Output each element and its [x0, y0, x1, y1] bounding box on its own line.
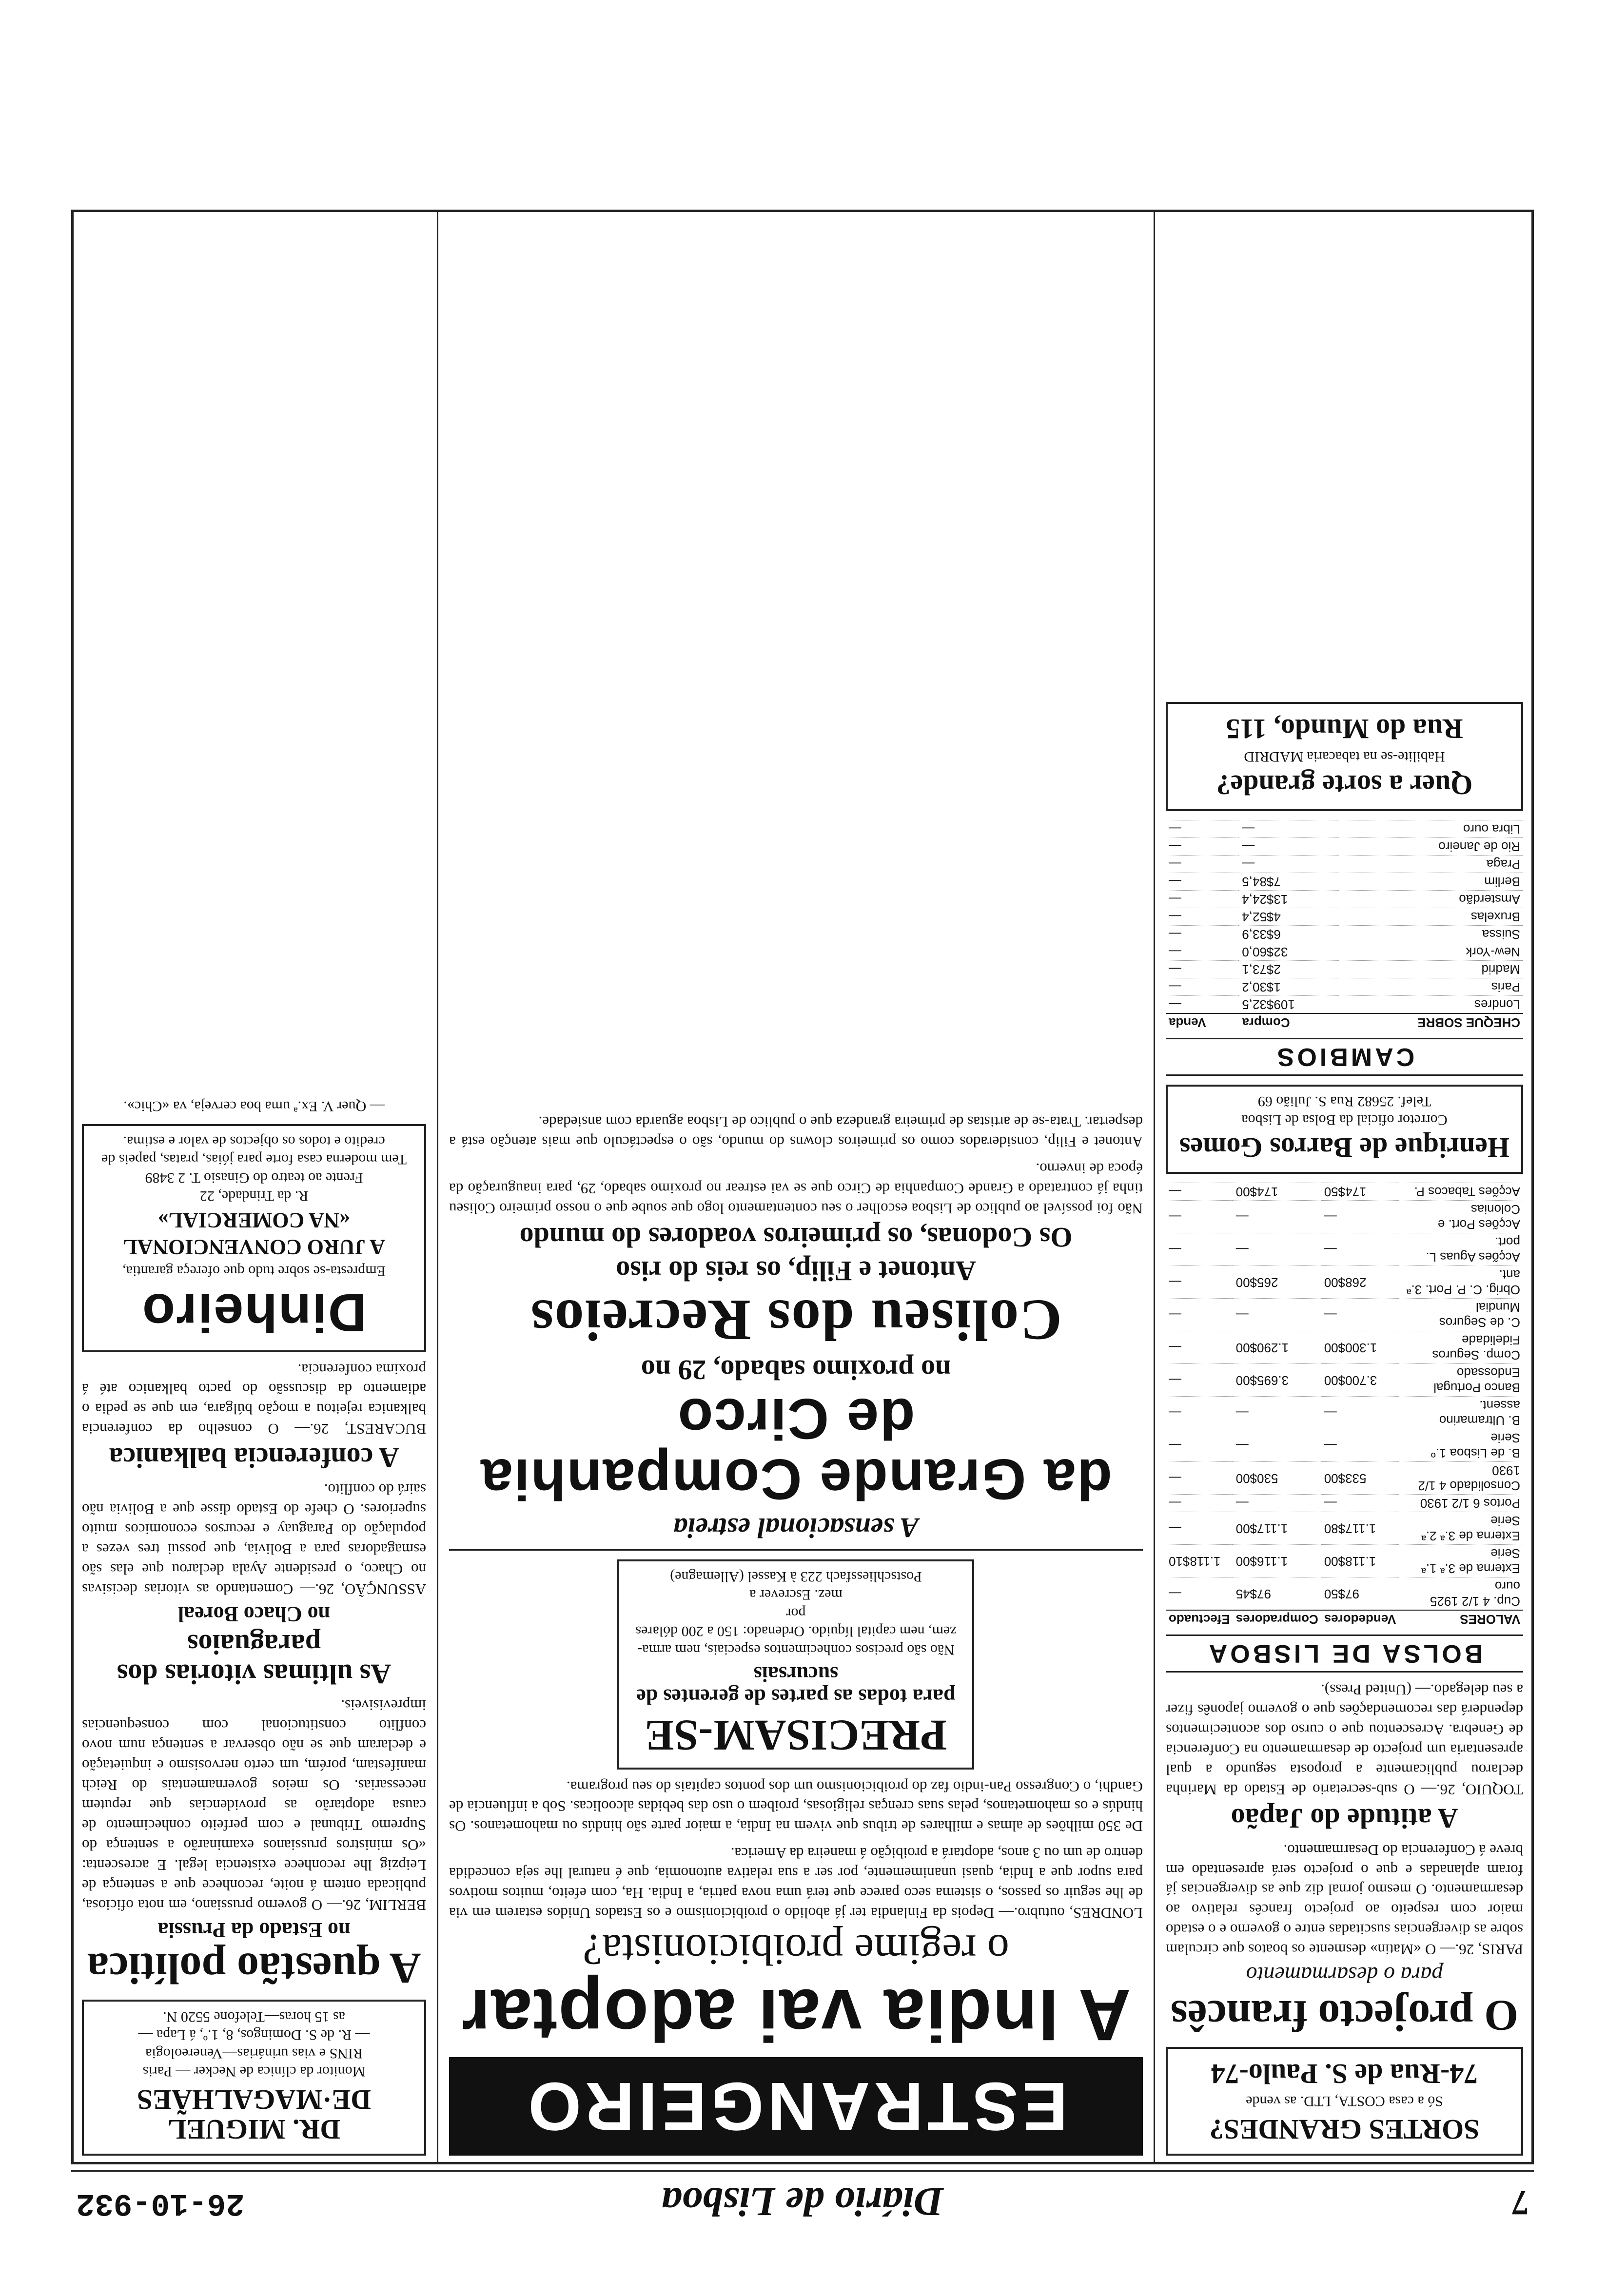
cambios-row — [1166, 873, 1523, 890]
bolsa-cell: 265$00 — [1233, 1266, 1321, 1299]
prussia-text: BERLIM, 26.— O governo prussiano, em nota oficiosa, publicada ontem á noite, reconhece que a sentença de Leipzig lhe reconhece existencia legal. E acrescenta: «Os ministros prussianos examinarão a sentença do Supremo Tribunal e com perfeito conhecimento de causa adoptarão as providencias que reputem necessarias. Os meios governamentais do Reich manifestam, porém, um certo nervosismo e inquietação e declaram que se não observar a sentença num novo conflito constitucional com consequencias imprevisiveis. — [82, 1697, 426, 1914]
bolsa-cell: — — [1321, 1299, 1399, 1331]
bolsa-cell: Acções Port. e Colonias — [1399, 1201, 1523, 1233]
cambios-table — [1166, 820, 1523, 1031]
paraguaios-text: ASSUNÇÃO, 26.— Comentando as vitorias decisivas no Chaco, o presidente Ayala declarou que elas são esmagadoras para a Bolivia, que possui tres vezes a população do Paraguay e recursos economicos muito superiores. O chefe do Estado disse que a Bolivia não sairá do conflito. — [82, 1481, 426, 1598]
cambios-row — [1166, 960, 1523, 978]
precisam-text3: mez. Escrever a — [749, 1587, 843, 1603]
bolsa-cell: 530$00 — [1233, 1462, 1321, 1495]
medico-line3: — R. de S. Domingos, 8, 1.º, á Lapa — — [138, 2027, 370, 2043]
bolsa-cell: — — [1166, 1266, 1233, 1299]
cambios-row — [1166, 890, 1523, 908]
bolsa-row — [1166, 1397, 1523, 1429]
dinheiro-text6: Tem moderna casa forte para jóias, pratas, papeis de credito e todos os objectos de valor e estima. — [101, 1133, 407, 1168]
bolsa-cell: 1.116$00 — [1233, 1545, 1321, 1577]
cambios-col-header: CHEQUE SOBRE — [1339, 1013, 1523, 1031]
coliseu-kicker: A sensacional estreia — [673, 1512, 919, 1544]
cambios-cell: Praga — [1339, 855, 1523, 873]
bolsa-cell: 1.118$00 — [1321, 1545, 1399, 1577]
desarmamento-subtitle: para o desarmamento — [1246, 1963, 1443, 1988]
bolsa-col-header: Compradores — [1233, 1610, 1321, 1628]
barros-gomes-line2: Telef. 25682 Rua S. Julião 69 — [1257, 1093, 1431, 1110]
medico-name: DR. MIGUEL DE·MAGALHÃES — [137, 2084, 372, 2145]
cambios-cell: 13$24,4 — [1239, 890, 1338, 908]
bolsa-cell: — — [1166, 1577, 1233, 1611]
bolsa-cell: Acções Tabacos P. — [1399, 1183, 1523, 1201]
coliseu-date: no proximo sabado, 29 no — [641, 1354, 951, 1386]
bolsa-cell: — — [1321, 1233, 1399, 1266]
cambios-cell: Berlim — [1339, 873, 1523, 890]
cambios-cell: — — [1166, 820, 1239, 837]
bolsa-cell: C. de Seguros Mundial — [1399, 1299, 1523, 1331]
bolsa-row — [1166, 1364, 1523, 1397]
cambios-cell: Libra ouro — [1339, 820, 1523, 837]
bolsa-cell: Externa de 3.ª 1.ª Serie — [1399, 1545, 1523, 1577]
bolsa-cell: — — [1166, 1495, 1233, 1512]
bolsa-cell: 1.117$80 — [1321, 1512, 1399, 1545]
india-title: A India vai adoptar — [461, 1974, 1131, 2056]
bolsa-cell: Acções Aguas L. port. — [1399, 1233, 1523, 1266]
cambios-cell: 32$60,0 — [1239, 943, 1338, 960]
coliseu-stars-2: Os Codonas, os primeiros voadores do mundo — [519, 1221, 1073, 1253]
cambios-row — [1166, 978, 1523, 995]
bolsa-cell: — — [1233, 1233, 1321, 1266]
bolsa-cell: Externa de 3.ª 2.ª Serie — [1399, 1512, 1523, 1545]
bolsa-row — [1166, 1429, 1523, 1462]
bolsa-row — [1166, 1233, 1523, 1266]
cambios-col-header: Compra — [1239, 1013, 1338, 1031]
madrid-ad — [1166, 702, 1523, 811]
cambios-col-header: Venda — [1166, 1013, 1239, 1031]
barros-gomes-line1: Corretor oficial da Bolsa de Lisboa — [1241, 1111, 1448, 1128]
cambios-row — [1166, 943, 1523, 960]
bolsa-cell: — — [1233, 1397, 1321, 1429]
paraguaios-title: As ultimas vitorias dos paraguaios — [117, 1628, 392, 1690]
main-column — [437, 210, 1154, 2164]
bolsa-cell: 97$50 — [1321, 1577, 1399, 1611]
cambios-cell: New-York — [1339, 943, 1523, 960]
cambios-cell: Paris — [1339, 978, 1523, 995]
dinheiro-text4: R. da Trindade, 22 — [199, 1188, 309, 1205]
bolsa-cell: — — [1166, 1233, 1233, 1266]
sortes-line1: Só a casa COSTA, LTD. as vende — [1246, 2093, 1443, 2110]
bolsa-cell: — — [1166, 1331, 1233, 1364]
coliseu-stars: Antonet e Filip, os reis do riso — [616, 1255, 976, 1287]
madrid-title: Quer a sorte grande? — [1216, 769, 1473, 801]
cambios-cell: — — [1166, 837, 1239, 855]
bolsa-col-header: Efectuado — [1166, 1610, 1233, 1628]
cambios-cell: 6$33,9 — [1239, 925, 1338, 943]
cambios-cell: — — [1166, 925, 1239, 943]
barros-gomes-ad — [1166, 1085, 1523, 1174]
bolsa-cell: — — [1233, 1429, 1321, 1462]
india-text-1: LONDRES, outubro.— Depois da Finlandia ter já abolido o proibicionismo e os Estados Unidos estarem em via de lhe seguir os passos, o sistema seco parece que terá uma nova patria, a India. Ha, com efeito, muitos motivos para supor que a India, quasi unanimemente, por ser a sua relativa autonomia, que é natural lhe seja concedida dentro de um ou 3 anos, adoptará a proibição á maneira da America. — [449, 1845, 1143, 1922]
cambios-row — [1166, 925, 1523, 943]
estrangeiro-banner: ESTRANGEIRO — [449, 2057, 1143, 2156]
bolsa-cell: — — [1166, 1364, 1233, 1397]
coliseu-text-2: Antonet e Filip, considerados como os primeiros clowns do mundo, são o espectáculo que mais atenção está a despertar. Trata-se de artistas de primeira grandeza que o publico de Lisboa aguarda com ansiedade. — [449, 1113, 1143, 1151]
bolsa-cell: 3.700$00 — [1321, 1364, 1399, 1397]
sortes-ad — [1166, 2047, 1523, 2156]
bolsa-cell: 3.695$00 — [1233, 1364, 1321, 1397]
coliseu-venue: Coliseu dos Recreios — [529, 1287, 1062, 1353]
cambios-cell: — — [1166, 890, 1239, 908]
bolsa-row — [1166, 1299, 1523, 1331]
bulgaria-title: A conferencia balkanica — [109, 1442, 399, 1474]
precisam-text2: zem, nem capital líquido. Ordenado: 150 a 200 dólares por — [635, 1605, 957, 1640]
dinheiro-title: Dinheiro — [141, 1282, 367, 1343]
bolsa-cell: — — [1321, 1397, 1399, 1429]
bolsa-cell: 533$00 — [1321, 1462, 1399, 1495]
bolsa-row — [1166, 1577, 1523, 1611]
cambios-cell: — — [1166, 960, 1239, 978]
cambios-cell: Londres — [1339, 995, 1523, 1013]
cambios-cell: Madrid — [1339, 960, 1523, 978]
bolsa-cell: — — [1321, 1201, 1399, 1233]
bolsa-cell: 174$00 — [1233, 1183, 1321, 1201]
precisam-title: PRECISAM-SE — [645, 1711, 947, 1759]
bolsa-cell: Cup. 4 1/2 1925 ouro — [1399, 1577, 1523, 1611]
bolsa-cell: — — [1166, 1397, 1233, 1429]
bolsa-cell: — — [1321, 1429, 1399, 1462]
desarmamento-title: O projecto francês — [1170, 1991, 1519, 2040]
cambios-cell: 1$30,2 — [1239, 978, 1338, 995]
cambios-row — [1166, 837, 1523, 855]
bolsa-cell: Consolidado 4 1/2 1930 — [1399, 1462, 1523, 1495]
bolsa-cell: — — [1166, 1299, 1233, 1331]
bolsa-row — [1166, 1512, 1523, 1545]
cambios-row — [1166, 995, 1523, 1013]
medico-line2: RINS e vias urinárias—Venereologia — [145, 2045, 363, 2062]
dinheiro-text1: Empresta-se sobre tudo que ofereça garantia, — [122, 1263, 386, 1280]
bolsa-cell: 174$50 — [1321, 1183, 1399, 1201]
bolsa-cell: Portos 6 1/2 1930 — [1399, 1495, 1523, 1512]
cambios-cell: — — [1239, 837, 1338, 855]
bolsa-cell: 1.300$00 — [1321, 1331, 1399, 1364]
chic-ad: — Quer V. Ex.ª uma boa cerveja, va «Chic». — [123, 1098, 385, 1115]
bolsa-row — [1166, 1545, 1523, 1577]
bolsa-cell: 97$45 — [1233, 1577, 1321, 1611]
bolsa-row — [1166, 1331, 1523, 1364]
sortes-title: SORTES GRANDES? — [1209, 2114, 1480, 2145]
cambios-cell: — — [1166, 978, 1239, 995]
bolsa-cell: — — [1233, 1299, 1321, 1331]
cambios-cell: — — [1166, 855, 1239, 873]
bulgaria-text: BUCAREST, 26.— O conselho da conferencia balkanica rejeitou a moção búlgara, em que se pedia o adiamento da discussão do pacto balkanico até á proxima conferencia. — [82, 1361, 426, 1438]
medico-ad — [82, 2000, 426, 2156]
cambios-row — [1166, 908, 1523, 925]
divider — [449, 1549, 1143, 1551]
cambios-row — [1166, 820, 1523, 837]
cambios-cell: — — [1166, 908, 1239, 925]
bolsa-table — [1166, 1183, 1523, 1628]
masthead — [71, 2170, 1534, 2225]
cambios-cell: Rio de Janeiro — [1339, 837, 1523, 855]
india-subtitle: o regime proibicionista? — [583, 1926, 1009, 1974]
bolsa-cell: 268$00 — [1321, 1266, 1399, 1299]
prussia-title: A questão política — [87, 1944, 421, 1993]
medico-line1: Monitor da clínica de Necker — Paris — [142, 2063, 366, 2080]
page-number: 7 — [1511, 2183, 1529, 2222]
cambios-cell: — — [1239, 820, 1338, 837]
dinheiro-ad — [82, 1124, 426, 1352]
cambios-cell: Amsterdão — [1339, 890, 1523, 908]
politics-column — [71, 210, 437, 2164]
cambios-row — [1166, 855, 1523, 873]
bolsa-row — [1166, 1495, 1523, 1512]
madrid-line2: Rua do Mundo, 115 — [1226, 713, 1463, 745]
dinheiro-text3: «NA COMERCIAL» — [157, 1208, 351, 1233]
precisam-text1: Não são precisos conhecimentos especiais, nem arma- — [637, 1641, 955, 1658]
bolsa-row — [1166, 1201, 1523, 1233]
markets-column — [1154, 210, 1534, 2164]
japao-text: TOQUIO, 26.— O sub-secretario de Estado da Marinha declarou publicamente a proposta segundo a qual apresentaria um projecto de desarmamento na Conferencia de Genebra. Acrescentou que o curso dos acontecimentos dependerá das recomendações que o governo japonês fizer a seu delegado.— (United Press). — [1166, 1681, 1523, 1798]
dinheiro-text2: A JURO CONVENCIONAL — [123, 1235, 385, 1259]
newspaper-title: Diário de Lisboa — [661, 2179, 944, 2224]
precisam-sub: para todas as partes de gerentes de sucursais — [636, 1662, 956, 1709]
cambios-cell: 109$32,5 — [1239, 995, 1338, 1013]
sortes-line2: 74-Rua de S. Paulo-74 — [1211, 2058, 1478, 2090]
bolsa-cell: 1.117$00 — [1233, 1512, 1321, 1545]
cambios-cell: — — [1166, 943, 1239, 960]
paraguaios-subtitle: no Chaco Boreal — [177, 1602, 331, 1626]
coliseu-text-1: Não foi possível ao publico de Lisboa escolher o seu contentamento logo que soube que o nosso primeiro Coliseu tinha já contratado a Grande Companhia de Circo que se vai estrear no proximo sabado, 29, para inauguração da época de inverno. — [449, 1160, 1143, 1217]
cambios-cell: — — [1239, 855, 1338, 873]
japao-title: A atitude do Japão — [1231, 1802, 1458, 1834]
cambios-cell: 2$73,1 — [1239, 960, 1338, 978]
cambios-cell: 7$84,5 — [1239, 873, 1338, 890]
cambios-title: CAMBIOS — [1166, 1038, 1523, 1076]
madrid-line1: Habilite-se na tabacaria MADRID — [1244, 748, 1445, 765]
cambios-cell: — — [1166, 873, 1239, 890]
desarmamento-text: PARIS, 26.— O «Matin» desmente os boatos que circulam sobre as divergencias suscitadas entre o governo e o estado maior com respeito ao projecto francês relativo ao desarmamento. O mesmo jornal diz que as divergencias já foram aplanadas e que o projecto será apresentado em breve á Conferencia do Desarmamento. — [1166, 1841, 1523, 1959]
bolsa-cell: — — [1166, 1183, 1233, 1201]
cambios-cell: — — [1166, 995, 1239, 1013]
india-text-2: De 350 milhões de almas e milhares de tribus que vivem na India, a maior parte são hindús ou mahometanos. Os hindús e os mahometanos, pelas suas crenças religiosas, proibem o uso das bebidas alcoolicas. Sob a influencia de Gandhi, o Congresso Pan-indio faz do proibicionismo um dos pontos capitais do seu programa. — [449, 1778, 1143, 1835]
medico-line4: as 15 horas—Telefone 5520 N. — [163, 2008, 345, 2025]
bolsa-cell: — — [1233, 1201, 1321, 1233]
bolsa-cell: Comp. Seguros Fidelidade — [1399, 1331, 1523, 1364]
barros-gomes-name: Henrique de Barros Gomes — [1179, 1132, 1510, 1164]
bolsa-col-header: Vendedores — [1321, 1610, 1399, 1628]
cambios-cell: Suissa — [1339, 925, 1523, 943]
bolsa-cell: — — [1233, 1495, 1321, 1512]
bolsa-cell: 1.290$00 — [1233, 1331, 1321, 1364]
precisam-ad — [618, 1559, 975, 1769]
bolsa-col-header: VALORES — [1399, 1610, 1523, 1628]
precisam-text4: Postschliessfach 223 à Kassel (Allemagne) — [670, 1568, 922, 1585]
bolsa-cell: — — [1166, 1201, 1233, 1233]
bolsa-cell: — — [1166, 1512, 1233, 1545]
bolsa-cell: B. de Lisboa 1.º Serie — [1399, 1429, 1523, 1462]
coliseu-title: da Grande Companhia de Circo — [480, 1386, 1112, 1512]
bolsa-cell: Banco Portugal Endossado — [1399, 1364, 1523, 1397]
prussia-subtitle: no Estado da Prussia — [157, 1918, 351, 1942]
bolsa-title: BOLSA DE LISBOA — [1166, 1634, 1523, 1673]
cambios-cell: Bruxelas — [1339, 908, 1523, 925]
bolsa-cell: B. Ultramarino assent. — [1399, 1397, 1523, 1429]
bolsa-cell: — — [1321, 1495, 1399, 1512]
bolsa-cell: Obrig. C. P. Port. 3.ª ant. — [1399, 1266, 1523, 1299]
cambios-cell: 4$52,4 — [1239, 908, 1338, 925]
bolsa-row — [1166, 1266, 1523, 1299]
bolsa-cell: 1.118$10 — [1166, 1545, 1233, 1577]
bolsa-cell: — — [1166, 1429, 1233, 1462]
bolsa-cell: — — [1166, 1462, 1233, 1495]
bolsa-row — [1166, 1183, 1523, 1201]
dinheiro-text5: Frente ao teatro do Ginasio T. 2 3489 — [145, 1169, 363, 1186]
bolsa-row — [1166, 1462, 1523, 1495]
issue-date: 26-10-932 — [76, 2185, 245, 2220]
